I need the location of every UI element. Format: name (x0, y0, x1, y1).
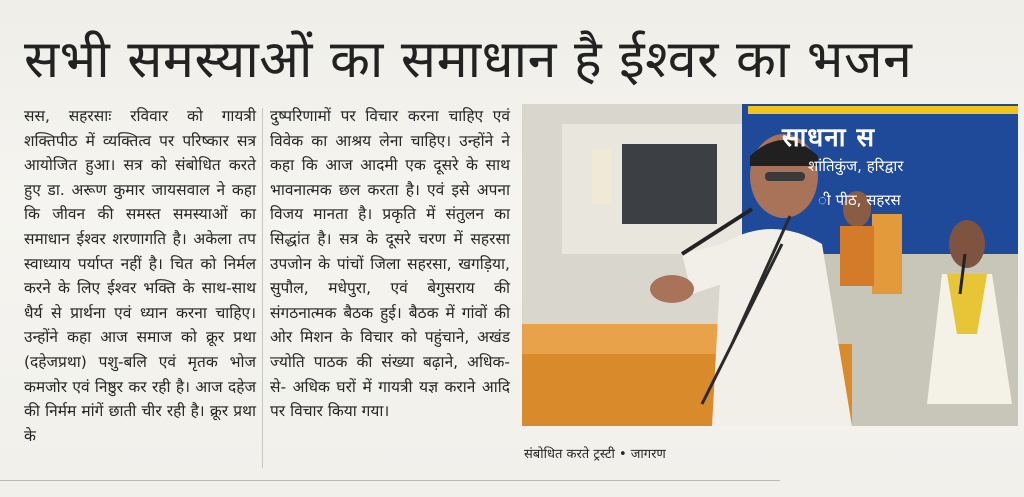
column-divider (262, 108, 263, 468)
photo-caption: संबोधित करते ट्रस्टी • जागरण (524, 447, 666, 462)
article-column-1 (24, 104, 256, 448)
headline: सभी समस्याओं का समाधान है ईश्वर का भजन (24, 30, 913, 90)
news-photo (522, 104, 1018, 426)
photo-illustration (522, 104, 1018, 426)
column-2-text: दुष्परिणामों पर विचार करना चाहिए एवं विवेक का आश्रय लेना चाहिए। उन्होंने ने कहा कि आज आदमी एक दूसरे के साथ भावनात्मक छल करता है। एवं इसे अपना विजय मानता है। प्रकृति में संतुलन का सिद्धांत है। सत्र के दूसरे चरण में सहरसा उपजोन के पांचों जिला सहरसा, खगड़िया, सुपौल, मधेपुरा, एवं बेगुसराय की संगठनात्मक बैठक हुई। बैठक में गांवों की ओर मिशन के विचार को पहुंचाने, अखंड ज्योति पाठक की संख्या बढ़ाने, अधिक- से- अधिक घरों में गायत्री यज्ञ कराने आदि पर विचार किया गया। (270, 107, 510, 421)
photo-banner-line3: ी पीठ, सहरस (818, 191, 901, 209)
column-1-text: सस, सहरसाः रविवार को गायत्री शक्तिपीठ में व्यक्तित्व पर परिष्कार सत्र आयोजित हुआ। सत्र को संबोधित करते हुए डा. अरूण कुमार जायसवाल ने कहा कि जीवन की समस्त समस्याओं का समाधान ईश्वर शरणागति है। अकेला तप स्वाध्याय पर्याप्त नहीं है। चित को निर्मल करने के लिए ईश्वर भक्ति के साथ-साथ धैर्य से प्रार्थना एवं ध्यान करना चाहिए। उन्होंने कहा आज समाज को क्रूर प्रथा (दहेजप्रथा) पशु-बलि एवं मृतक भोज कमजोर एवं निष्ठुर कर रही है। आज दहेज की निर्मम मांगें छाती चीर रही है। क्रूर प्रथा के (24, 107, 256, 445)
photo-banner-line2: शांतिकुंज, हरिद्वार (808, 157, 904, 175)
article-column-2 (270, 104, 510, 424)
bottom-divider (0, 480, 780, 481)
photo-banner-title: साधना स (782, 123, 876, 153)
